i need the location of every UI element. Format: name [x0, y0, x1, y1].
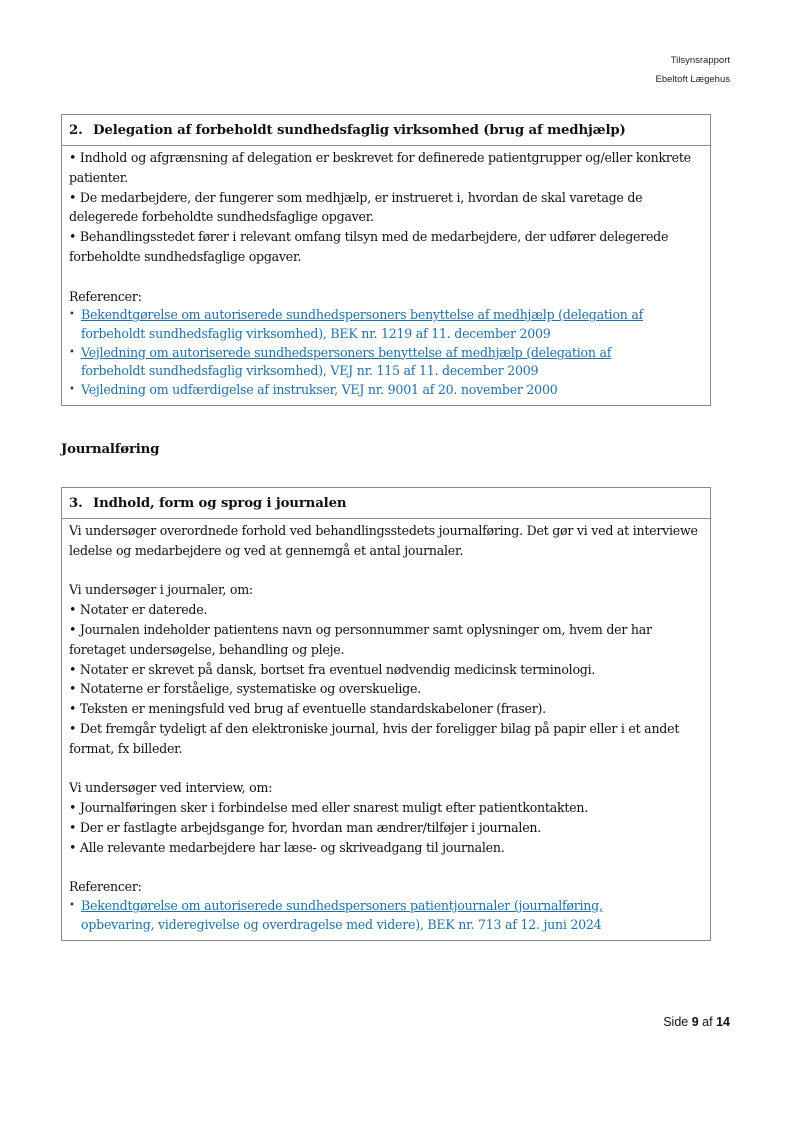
bullet-item: • Journalføringen sker i forbindelse med eller snarest muligt efter patientkontakten.: [69, 800, 588, 816]
page-prefix: Side: [663, 1015, 689, 1029]
interview-label: Vi undersøger ved interview, om:: [69, 780, 273, 796]
bullet-item: • Notaterne er forståelige, systematiske og overskuelige.: [69, 681, 421, 697]
delegation-section-title: [62, 115, 710, 146]
journal-section-title: [62, 488, 710, 519]
journal-section-body: [62, 519, 710, 940]
reference-link-line1[interactable]: Bekendtgørelse om autoriserede sundhedspersoners patientjournaler (journalføring,: [81, 898, 603, 914]
reference-link-line2[interactable]: forbeholdt sundhedsfaglig virksomhed), VEJ nr. 115 af 11. december 2009: [81, 363, 539, 379]
bullet-dot-icon: •: [69, 383, 75, 395]
bullet-item: • Alle relevante medarbejdere har læse- og skriveadgang til journalen.: [69, 839, 505, 855]
bullet-item: • Journalen indeholder patientens navn og personnummer samt oplysninger om, hvem der har foretaget undersøgelse, behandling og pleje.: [69, 621, 652, 657]
bullet-item: • De medarbejdere, der fungerer som medhjælp, er instrueret i, hvordan de skal varetage de delegerede forbeholdte sundhedsfaglige opgaver.: [69, 189, 643, 225]
intro-text: Vi undersøger overordnede forhold ved behandlingsstedets journalføring. Det gør vi ved at interviewe ledelse og medarbejdere og ved at gennemgå et antal journaler.: [69, 523, 698, 558]
reference-link-line1[interactable]: Vejledning om autoriserede sundhedspersoners benyttelse af medhjælp (delegation af: [81, 344, 612, 360]
reference-link[interactable]: [69, 897, 703, 934]
delegation-section-body: [62, 146, 710, 405]
section-title-text: Delegation af forbeholdt sundhedsfaglig virksomhed (brug af medhjælp): [93, 123, 626, 138]
reference-link-line1[interactable]: Bekendtgørelse om autoriserede sundhedspersoners benyttelse af medhjælp (delegation af: [81, 307, 644, 323]
header-report-type: Tilsynsrapport: [670, 55, 730, 66]
reference-link[interactable]: [69, 381, 703, 400]
bullet-item: • Notater er daterede.: [69, 602, 208, 618]
journal-check-label: Vi undersøger i journaler, om:: [69, 582, 253, 598]
bullet-item: • Indhold og afgrænsning af delegation er beskrevet for definerede patientgrupper og/eller konkrete patienter.: [69, 150, 691, 185]
page-total: 14: [716, 1015, 730, 1029]
page-number: [663, 1015, 730, 1029]
bullet-dot-icon: •: [69, 309, 75, 321]
section-title-text: Indhold, form og sprog i journalen: [93, 496, 347, 511]
references-label: Referencer:: [69, 288, 142, 304]
reference-link-line1[interactable]: Vejledning om udfærdigelse af instrukser, VEJ nr. 9001 af 20. november 2000: [81, 381, 558, 397]
journal-section-box: [61, 487, 711, 941]
bullet-item: • Teksten er meningsfuld ved brug af eventuelle standardskabeloner (fraser).: [69, 701, 546, 717]
reference-link[interactable]: [69, 344, 703, 381]
journal-section-heading: Journalføring: [61, 442, 160, 457]
reference-link-line2[interactable]: opbevaring, videregivelse og overdragelse med videre), BEK nr. 713 af 12. juni 2024: [81, 916, 602, 932]
reference-link-line2[interactable]: forbeholdt sundhedsfaglig virksomhed), BEK nr. 1219 af 11. december 2009: [81, 325, 551, 341]
bullet-dot-icon: •: [69, 900, 75, 912]
bullet-item: • Behandlingsstedet fører i relevant omfang tilsyn med de medarbejdere, der udfører delegerede forbeholdte sundhedsfaglige opgaver.: [69, 229, 669, 264]
section-number: 2.: [69, 123, 83, 138]
page-separator: af: [702, 1015, 713, 1029]
reference-link[interactable]: [69, 306, 703, 343]
page-current: 9: [691, 1015, 699, 1029]
delegation-section-box: [61, 114, 711, 406]
references-label: Referencer:: [69, 879, 142, 895]
bullet-item: • Notater er skrevet på dansk, bortset fra eventuel nødvendig medicinsk terminologi.: [69, 661, 596, 677]
section-number: 3.: [69, 496, 83, 511]
header-clinic-name: Ebeltoft Lægehus: [655, 74, 730, 85]
bullet-dot-icon: •: [69, 346, 75, 358]
bullet-item: • Der er fastlagte arbejdsgange for, hvordan man ændrer/tilføjer i journalen.: [69, 819, 542, 835]
bullet-item: • Det fremgår tydeligt af den elektroniske journal, hvis der foreligger bilag på papir eller i et andet format, fx billeder.: [69, 720, 680, 756]
